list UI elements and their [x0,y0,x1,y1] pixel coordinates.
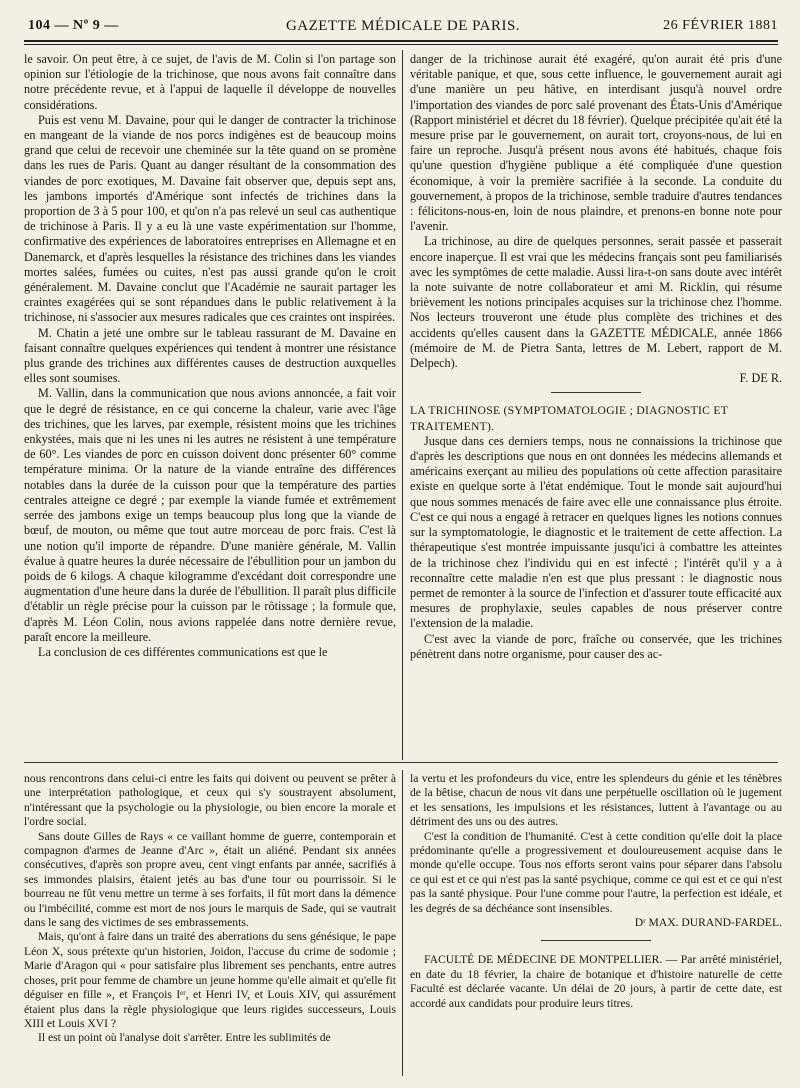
paragraph: Mais, qu'ont à faire dans un traité des aberrations du sens génésique, le pape Léon X, sous prétexte qu'un historien, Joidon, l'accuse du crime de sodomie ; Marie d'Aragon qui « pour satisfaire plus librement ses penchants, entre autres choses, prit pour femme de chambre un jeune homme qu'elle aimait et qu'elle fit déguiser en fille », et François Iᵉʳ, et Henri IV, et Louis XIV, qui assurément étaient plus dans la règle physiologique que leurs rigides successeurs, Louis XIII et Louis XVI ? [24,930,396,1030]
column-divider-top [402,50,403,760]
issue-date: 26 FÉVRIER 1881 [663,18,778,33]
column-divider-bottom [402,770,403,1076]
notice-body: — Par arrêté ministériel, en date du 18 février, la chaire de botanique et d'histoire naturelle de cette Faculté est déclarée vacante. Un délai de 20 jours, à partir de cette date, est accordé aux candidats pour produire leurs titres. [410,953,782,1010]
article-title: LA TRICHINOSE (SYMPTOMATOLOGIE ; DIAGNOSTIC ET TRAITEMENT). [410,404,728,433]
signature: F. DE R. [739,371,782,386]
paragraph: La trichinose, au dire de quelques personnes, serait passée et passerait encore inaperçue. Il est vrai que les médecins français sont peu familiarisés avec les symptômes de cette maladie. Aussi lira-t-on sans doute avec intérêt la note suivante de notre collaborateur et ami M. Ricklin, qui résume brièvement les notions principales acquises sur la trichinose chez l'homme. Nos lecteurs trouveront une étude plus complète des trichines et des accidents qu'elles causent dans la GAZETTE MÉDICALE, année 1866 (mémoire de M. de Pietra Santa, lettres de M. Lebert, rapport de M. Delpech). [410,234,782,371]
section-divider [24,762,778,763]
header-rule-thin [24,44,778,45]
paragraph: la vertu et les profondeurs du vice, entre les splendeurs du génie et les ténèbres de la bêtise, chacun de nous vit dans une perpétuelle oscillation où le jugement et les sensations, les impulsions et les résistances, luttent à l'avantage ou au détriment des uns ou des autres. [410,772,782,829]
page-header [28,12,778,40]
paragraph: La conclusion de ces différentes communications est que le [38,644,328,659]
paragraph: Puis est venu M. Davaine, pour qui le danger de contracter la trichinose en mangeant de la viande de nos porcs indigènes est de beaucoup moins grand que celui de recevoir une cheminée sur la tête quand on se promène dans les rues de Paris. Quant au danger résultant de la consommation des viandes de porc exotiques, M. Davaine fait observer que, depuis sept ans, les jambons importés d'Amérique sont infectés de trichines dans la proportion de 3 à 5 pour 100, et qu'on n'a pas relevé un seul cas authentique de trichinose à Paris. Il y a eu là une vaste expérimentation sur l'homme, confirmative des expériences de laboratoires entreprises en Allemagne et en Danemarck, et d'après lesquelles la résistance des trichines dans les viandes mortes salées, fumées ou cuites, n'est pas aussi grande qu'on le croit généralement. M. Davaine conclut que l'Académie ne saurait partager les craintes exagérées qui se sont répandues dans le public relativement à la trichinose, ni s'associer aux mesures radicales que ces craintes ont inspirées. [24,112,396,325]
paragraph: Sans doute Gilles de Rays « ce vaillant homme de guerre, contemporain et compagnon d'armes de Jeanne d'Arc », était un aliéné. Pendant six années consécutives, d'après son propre aveu, cent vingt enfants par année, sacrifiés à ses immondes plaisirs, étaient jetés au bas d'une tour ou pourrissoir. Si le bourreau ne fût venu mettre un terme à ses forfaits, il fût mort dans la démence ou l'imbécilité, comme est mort de nos jours le marquis de Sade, qui se vautrait dans le sang des victimes de ses embrassements. [24,829,396,930]
separator-rule [541,940,651,941]
notice-paragraph [410,953,782,1011]
paragraph: Il est un point où l'analyse doit s'arrêter. Entre les sublimités de [38,1031,331,1045]
paragraph: le savoir. On peut être, à ce sujet, de l'avis de M. Colin si l'on partage son opinion sur l'étiologie de la trichinose, que nous avons fait connaître dans notre précédente revue, et à l'appui de laquelle il développe de nouvelles considérations. [24,52,396,112]
paragraph: danger de la trichinose aurait été exagéré, qu'on aurait été pris d'une véritable panique, et que, sous cette influence, le gouvernement aurait agi d'une manière un peu hâtive, en interdisant jusqu'à nouvel ordre l'importation des viandes de porc salé provenant des États-Unis d'Amérique (Rapport ministériel et décret du 18 février). Quelque précipitée qu'ait été la mesure prise par le gouvernement, on aurait tort, croyons-nous, de lui en faire un reproche. Jusqu'à présent nous avons été habitués, chaque fois qu'une question d'hygiène publique a été compliquée d'une question économique, à voir la première sacrifiée à la seconde. La conduite du gouvernement, à propos de la trichinose, semble traduire d'autres tendances : félicitons-nous-en, loin de nous plaindre, et prenons-en bonne note pour l'avenir. [410,52,782,234]
paragraph: C'est la condition de l'humanité. C'est à cette condition qu'elle doit la place prédominante qu'elle a progressivement et douloureusement acquise dans le monde qu'elle occupe. Tous nos efforts seront vains pour séparer dans l'absolu ce qui est et ce qui n'est pas la santé psychique, comme ce qui est et ce qui n'est pas la santé physique. Pour l'une comme pour l'autre, la perfection est idéale, et les degrés de sa déchéance sont insensibles. [410,829,782,915]
header-rule [24,40,778,42]
signature: Dʳ MAX. DURAND-FARDEL. [634,916,782,930]
page-number: 104 — Nº 9 — [28,18,119,33]
separator-rule [551,392,641,393]
notice-heading: FACULTÉ DE MÉDECINE DE MONTPELLIER. [424,953,663,967]
paragraph: M. Chatin a jeté une ombre sur le tableau rassurant de M. Davaine en faisant connaître quelques expériences qui tendent à montrer une résistance plus grande des trichines aux différentes causes de destruction auxquelles elles sont soumises. [24,325,396,386]
journal-title: GAZETTE MÉDICALE DE PARIS. [285,18,521,34]
paragraph: M. Vallin, dans la communication que nous avions annoncée, a fait voir que le degré de résistance, en ce qui concerne la chaleur, varie avec l'âge des trichines, que les larves, par exemple, résistent moins que les trichines enkystées, mais que ni les unes ni les autres ne résistent à une température de 60°. Les viandes de porc en cuisson doivent donc présenter 60° comme température minima. Or la nature de la viande entraîne des différences notables dans la durée de la cuisson pour que la température des parties centrales atteigne ce degré ; par exemple la viande fumée et extrêmement serrée des jambons exige un temps beaucoup plus long que la viande de bœuf, de mouton, ou même que tout autre morceau de porc frais. C'est là une notion qu'il importe de répandre. D'une manière générale, M. Vallin évalue à quatre heures la durée nécessaire de l'ébullition pour un jambon du poids de 6 kilogs. A chaque kilogramme d'excédant doit correspondre une augmentation d'une heure dans la durée de l'ébullition. Il paraît plus difficile d'établir un règle précise pour la cuisson par le rôtissage ; la formule que, d'après M. Léon Colin, nous avions rappelée dans notre dernière revue, paraît encore la meilleure. [24,386,396,644]
column-right-top [410,52,782,756]
paragraph: Jusque dans ces derniers temps, nous ne connaissions la trichinose que d'après les descriptions que nous en ont données les médecins allemands et américains exerçant au milieu des populations où cette affection parasitaire existe en quelque sorte à l'état endémique. Tout le monde sait aujourd'hui que nous sommes menacés de faire avec elle une connaissance plus étroite. C'est ce qui nous a engagé à retracer en quelques lignes les notions connues sur la symptomatologie, le diagnostic et le traitement de cette affection. La thérapeutique s'est montrée impuissante jusqu'ici à combattre les atteintes de la trichinose chez l'individu qui en est infecté ; l'intérêt qu'il y a à reconnaître cette maladie n'en est que plus pressant : le diagnostic nous permet de remonter à la source de l'infection et d'assurer toute efficacité aux mesures de prophylaxie, seules capables de nous préserver contre l'extension de la maladie. [410,433,782,631]
paragraph: C'est avec la viande de porc, fraîche ou conservée, que les trichines pénètrent dans notre organisme, pour causer des ac- [410,631,782,661]
column-left-top [24,52,396,756]
paragraph: nous rencontrons dans celui-ci entre les faits qui doivent ou peuvent se prêter à une interprétation pathologique, et ceux qui s'y soustrayent absolument, n'intéressant que la psychologie ou la physiologie, ou bien encore la morale et l'ordre social. [24,772,396,829]
column-right-bottom [410,772,782,1072]
column-left-bottom [24,772,396,1072]
